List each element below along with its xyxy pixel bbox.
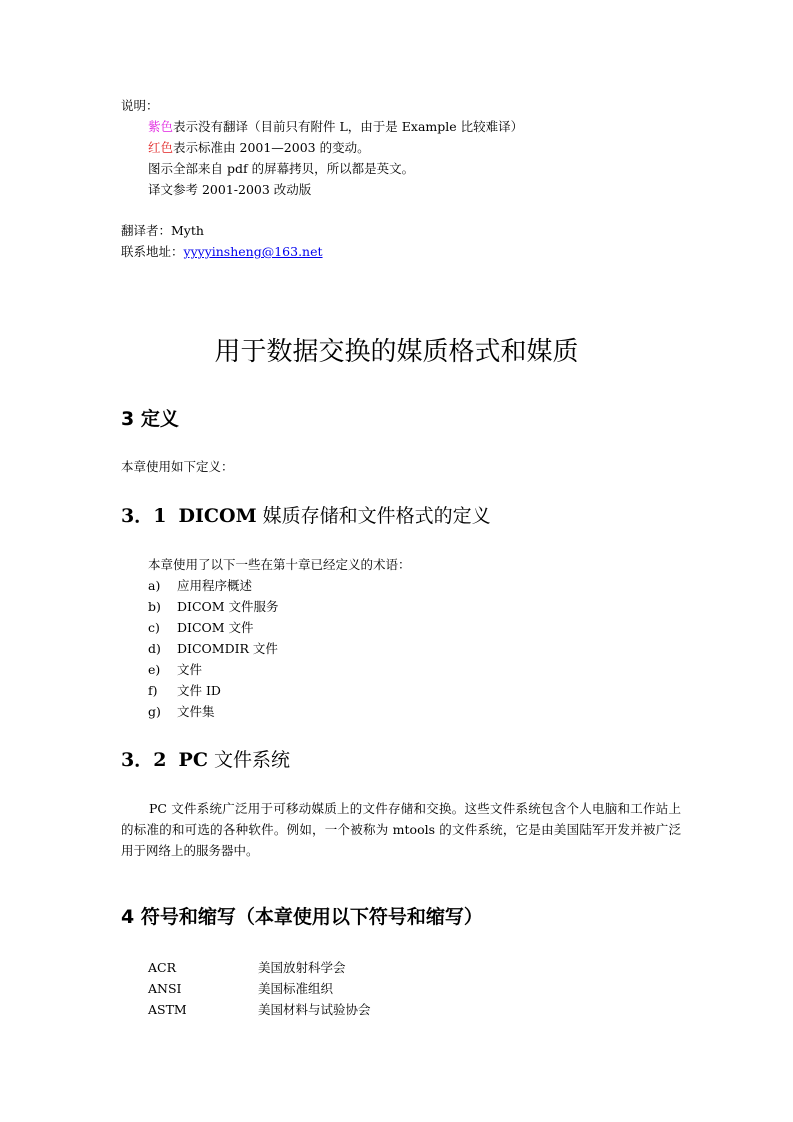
notes-line-figures: 图示全部来自 pdf 的屏幕拷贝，所以都是英文。 [148, 161, 415, 176]
section-3-1-title: 媒质存储和文件格式的定义 [256, 505, 491, 527]
section-3-1-number: 3．1 [121, 505, 167, 527]
section-4-heading: 4 符号和缩写（本章使用以下符号和缩写） [121, 906, 483, 928]
abbreviation-code: ANSI [148, 981, 182, 996]
abbreviation-description: 美国放射科学会 [258, 960, 346, 975]
section-3-2-number: 3．2 [121, 749, 167, 771]
section-3-2-latin: PC [178, 749, 208, 771]
notes-line-changed [148, 142, 370, 155]
list-item: DICOM 文件服务 [177, 599, 279, 614]
email-link[interactable]: yyyyinsheng@163.net [183, 244, 323, 259]
list-marker: f) [148, 683, 158, 698]
notes-line-reference: 译文参考 2001-2003 改动版 [148, 182, 312, 197]
abbreviation-code: ACR [148, 960, 177, 975]
section-3-1-intro: 本章使用了以下一些在第十章已经定义的术语： [148, 557, 411, 572]
list-item: DICOMDIR 文件 [177, 641, 278, 656]
abbreviation-description: 美国材料与试验协会 [258, 1002, 371, 1017]
list-item: 应用程序概述 [177, 578, 253, 593]
list-item: 文件 ID [177, 683, 221, 698]
list-marker: g) [148, 704, 161, 719]
contact-line [121, 246, 323, 259]
list-item: 文件集 [177, 704, 215, 719]
list-marker: c) [148, 620, 160, 635]
list-item: DICOM 文件 [177, 620, 254, 635]
document-title: 用于数据交换的媒质格式和媒质 [214, 337, 579, 367]
list-marker: e) [148, 662, 161, 677]
notes-label: 说明： [121, 98, 159, 113]
changed-color-label: 红色 [148, 140, 174, 155]
section-3-heading: 3 定义 [121, 408, 179, 430]
section-3-1-heading [121, 507, 491, 526]
untranslated-note-text: 表示没有翻译（目前只有附件 L，由于是 Example 比较难译） [173, 119, 524, 134]
section-3-2-body: PC 文件系统广泛用于可移动媒质上的文件存储和交换。这些文件系统包含个人电脑和工作站上的标准的和可选的各种软件。例如，一个被称为 mtools 的文件系统，它是由美国陆军开发并被广泛用于网络上的服务器中。 [121, 801, 681, 858]
translator-name: 翻译者：Myth [121, 223, 204, 238]
notes-line-untranslated [148, 121, 523, 134]
section-3-1-latin: DICOM [178, 505, 257, 527]
list-marker: d) [148, 641, 161, 656]
section-3-2-title: 文件系统 [207, 749, 291, 771]
untranslated-color-label: 紫色 [148, 119, 174, 134]
changed-note-text: 表示标准由 2001—2003 的变动。 [173, 140, 370, 155]
contact-label: 联系地址： [121, 244, 184, 259]
list-marker: a) [148, 578, 161, 593]
abbreviation-description: 美国标准组织 [258, 981, 334, 996]
abbreviation-code: ASTM [148, 1002, 187, 1017]
list-marker: b) [148, 599, 161, 614]
section-3-2-heading [121, 751, 290, 770]
list-item: 文件 [177, 662, 203, 677]
section-3-intro: 本章使用如下定义： [121, 459, 234, 474]
